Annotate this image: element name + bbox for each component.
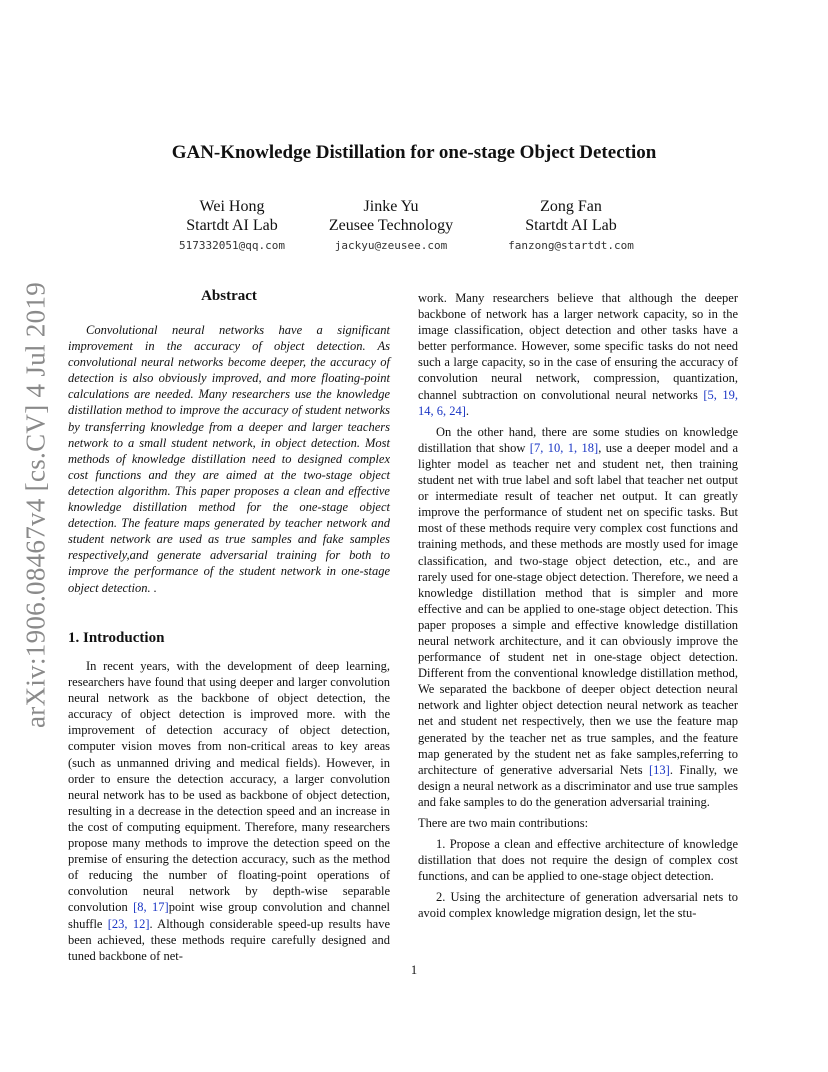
arxiv-identifier: arXiv:1906.08467v4 [cs.CV] 4 Jul 2019 — [20, 281, 51, 729]
citation-link[interactable]: [13] — [649, 762, 670, 777]
author-block-1 — [152, 197, 312, 257]
author-affiliation: Startdt AI Lab — [186, 217, 278, 234]
author-name: Zong Fan — [540, 198, 602, 215]
author-email[interactable]: jackyu@zeusee.com — [334, 239, 448, 252]
contribution-1: 1. Propose a clean and effective architecture of knowledge distillation that does not require the design of complex cost functions, and can be applied to one-stage object detection. — [418, 837, 738, 884]
abstract-text: Convolutional neural networks have a significant improvement in the accuracy of object detection. As convolutional neural networks become deeper, the accuracy of detection is also obviously improved, and more floating-point calculations are needed. Many researchers use the knowledge distillation method to improve the accuracy of student networks by transferring knowledge from a deeper and larger teachers network to a small student network, in object detection. Most methods of knowledge distillation need to designed complex cost functions and they are aimed at the two-stage object detection algorithm. This paper proposes a clean and effective knowledge distillation method for the one-stage object detection. The feature maps generated by teacher network and student network are used as true samples and fake samples respectively,and generate adversarial training for both to improve the performance of the student network in one-stage object detection. . — [68, 323, 390, 595]
abstract-column — [68, 322, 390, 596]
contribution-2: 2. Using the architecture of generation adversarial nets to avoid complex knowledge migration design, let the stu- — [418, 890, 738, 921]
intro-paragraph-1: In recent years, with the development of deep learning, researchers have found that using deeper and larger convolution neural network as the backbone of object detection, the accuracy of object detection is improved more. with the improvement of detection accuracy of object detection, computer vision moves from non-critical areas to key areas (such as unmanned driving and medical fields). However, in order to ensure the detection accuracy, a larger convolution neural network has to be used as backbone of object detection, resulting in a decrease in the detection speed and an increase in the cost of computing equipment. Therefore, many researchers propose many methods to improve the detection speed on the premise of ensuring the detection accuracy, such as the method of reducing the number of floating-point operations of convolution neural network by depth-wise separable convolution [8, 17]point wise group convolution and channel shuffle [23, 12]. Although considerable speed-up results have been achieved, these methods require carefully designed and tuned backbone of net- — [68, 659, 391, 963]
citation-link[interactable]: [7, 10, 1, 18] — [529, 440, 599, 455]
author-email[interactable]: fanzong@startdt.com — [508, 239, 634, 252]
section-heading-introduction: 1. Introduction — [68, 630, 165, 646]
paper-title: GAN-Knowledge Distillation for one-stage Object Detection — [171, 142, 657, 163]
author-name: Wei Hong — [199, 198, 265, 215]
intro-left-column — [68, 658, 390, 964]
author-block-2 — [311, 197, 471, 257]
author-block-3 — [491, 197, 651, 257]
contributions-intro: There are two main contributions: — [418, 816, 589, 830]
author-email[interactable]: 517332051@qq.com — [179, 239, 285, 252]
author-affiliation: Startdt AI Lab — [525, 217, 617, 234]
abstract-heading: Abstract — [201, 288, 257, 304]
intro-paragraph-2: work. Many researchers believe that although the deeper backbone of network has a larger network capacity, so in the image classification, object detection and other tasks have a better performance. However, some specific tasks do not need such a large capacity, so in the case of ensuring the accuracy of convolution neural network, compression, quantization, channel subtraction on convolutional neural networks [5, 19, 14, 6, 24]. — [418, 291, 738, 418]
page-number: 1 — [410, 963, 418, 977]
author-affiliation: Zeusee Technology — [328, 217, 454, 234]
intro-paragraph-3: On the other hand, there are some studies on knowledge distillation that show [7, 10, 1, 18], use a deeper model and a lighter model as teacher net and student net, then training student net with true label and soft label that teacher net output or intermediate result of teacher net output. It can greatly improve the performance of student net on specific tasks. But most of these methods require very complex cost functions and training methods, and these methods are mostly used for image classification, and two-stage object detection, etc., and are rarely used for one-stage object detection. Therefore, we need a knowledge distillation method that is simpler and more effective and can be applied to one-stage object detection. This paper proposes a simple and effective knowledge distillation neural network architecture, and it can obviously improve the performance of student net in one-stage object detection. Different from the conventional knowledge distillation method, We separated the backbone of deeper object detection neural network and lighter object detection neural network as teacher net and student net respectively, then we use the feature map generated by the teacher net as true samples, and the feature map generated by the student net as fake samples,referring to architecture of generative adversarial Nets [13]. Finally, we design a neural network as a discriminator and use true samples and fake samples to do the generation adversarial training. — [418, 424, 739, 809]
citation-link[interactable]: [8, 17] — [133, 900, 169, 915]
citation-link[interactable]: [5, 19, 14, 6, 24] — [418, 387, 738, 418]
intro-right-column — [418, 290, 738, 922]
citation-link[interactable]: [23, 12] — [107, 916, 150, 931]
author-name: Jinke Yu — [363, 198, 419, 215]
